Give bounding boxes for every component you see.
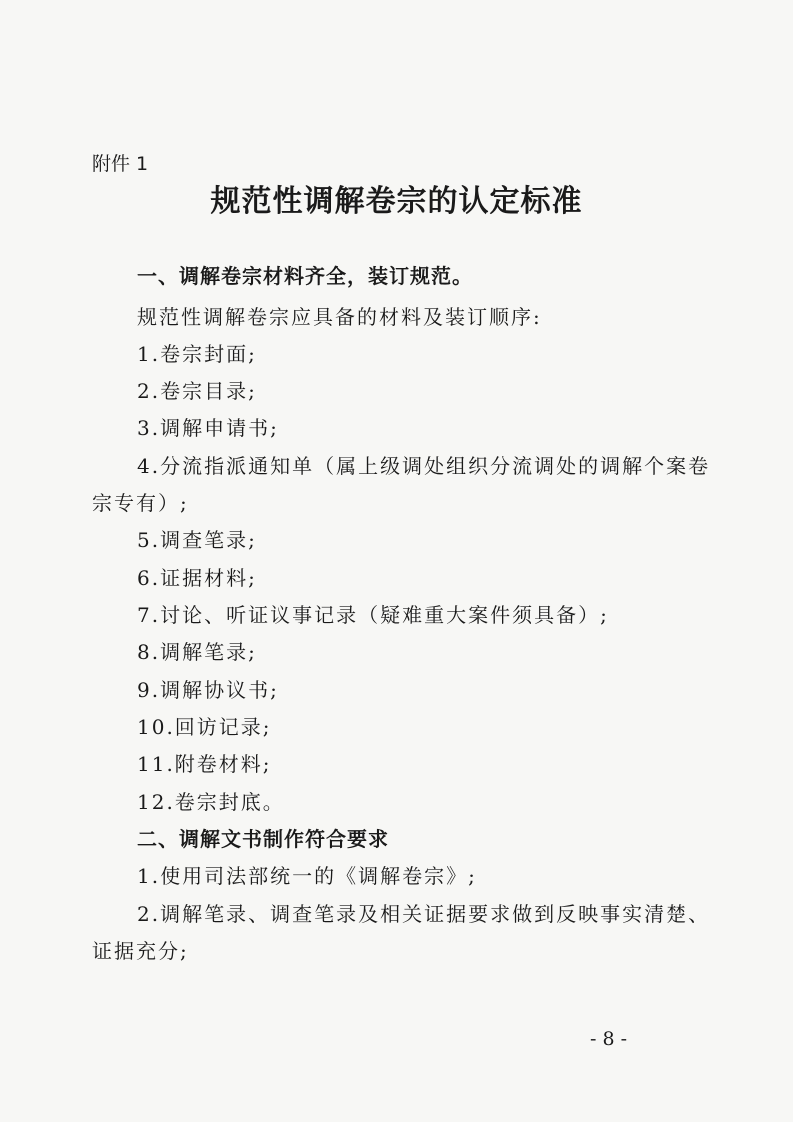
list-item: 12.卷宗封底。 [137, 790, 285, 814]
section-1-heading: 一、调解卷宗材料齐全，装订规范。 [137, 264, 473, 288]
list-item: 2.卷宗目录; [137, 379, 257, 403]
list-item: 4.分流指派通知单（属上级调处组织分流调处的调解个案卷 [137, 454, 711, 478]
list-item: 10.回访记录; [137, 715, 272, 739]
list-item: 5.调查笔录; [137, 528, 257, 552]
section-1-intro: 规范性调解卷宗应具备的材料及装订顺序: [137, 305, 542, 329]
list-item: 3.调解申请书; [137, 416, 279, 440]
list-item-continuation: 宗专有）; [92, 491, 189, 515]
list-item: 1.使用司法部统一的《调解卷宗》; [137, 864, 477, 888]
section-2-heading: 二、调解文书制作符合要求 [137, 827, 389, 851]
document-title: 规范性调解卷宗的认定标准 [210, 184, 583, 219]
list-item: 8.调解笔录; [137, 640, 257, 664]
list-item: 6.证据材料; [137, 566, 257, 590]
list-item: 2.调解笔录、调查笔录及相关证据要求做到反映事实清楚、 [137, 902, 711, 926]
attachment-label: 附件 1 [92, 153, 149, 175]
list-item-continuation: 证据充分; [92, 939, 189, 963]
list-item: 9.调解协议书; [137, 678, 279, 702]
list-item: 7.讨论、听证议事记录（疑难重大案件须具备）; [137, 603, 609, 627]
list-item: 1.卷宗封面; [137, 342, 257, 366]
page-number: - 8 - [590, 1028, 628, 1050]
list-item: 11.附卷材料; [137, 752, 272, 776]
